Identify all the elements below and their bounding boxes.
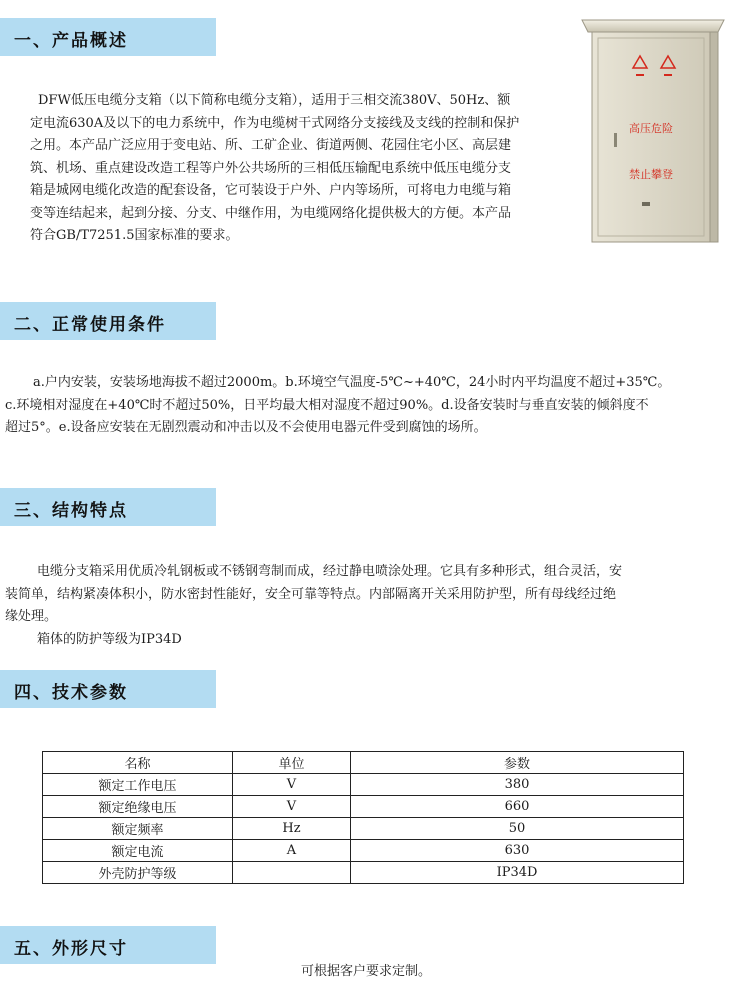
cell-value: IP34D xyxy=(351,862,684,884)
table-row xyxy=(43,796,684,818)
header-name: 名称 xyxy=(43,752,233,774)
text-line: 箱是城网电缆化改造的配套设备，它可装设于户外、户内等场所，可将电力电缆与箱 xyxy=(30,183,512,198)
technical-parameters-table xyxy=(42,751,684,884)
text-line: 变等连结起来，起到分接、分支、中继作用，为电缆网络化提供极大的方便。本产品 xyxy=(30,205,512,221)
text-line: 符合GB/T7251.5国家标准的要求。 xyxy=(30,228,239,243)
dimensions-note: 可根据客户要求定制。 xyxy=(300,964,431,979)
table-row xyxy=(43,818,684,840)
cell-unit: Hz xyxy=(233,818,351,840)
section-header-parameters xyxy=(0,670,216,708)
warning-text-no-climbing: 禁止攀登 xyxy=(629,168,673,181)
section-header-dimensions xyxy=(0,926,216,964)
cell-value: 50 xyxy=(351,818,684,840)
text-line: DFW低压电缆分支箱（以下简称电缆分支箱），适用于三相交流380V、50Hz、额 xyxy=(38,93,511,108)
text-line: 超过5°。e.设备应安装在无剧烈震动和冲击以及不会使用电器元件受到腐蚀的场所。 xyxy=(5,420,487,435)
header-value: 参数 xyxy=(351,752,684,774)
cell-name: 额定频率 xyxy=(43,818,233,840)
text-line: c.环境相对湿度在+40℃时不超过50%，日平均最大相对湿度不超过90%。d.设备安装时与垂直安装的倾斜度不 xyxy=(5,397,649,413)
cell-unit xyxy=(233,862,351,884)
cell-name: 外壳防护等级 xyxy=(43,862,233,884)
text-line: 之用。本产品广泛应用于变电站、所、工矿企业、街道两侧、花园住宅小区、高层建 xyxy=(30,138,512,153)
cell-name: 额定电流 xyxy=(43,840,233,862)
text-line: 箱体的防护等级为IP34D xyxy=(37,631,182,647)
cell-name: 额定工作电压 xyxy=(43,774,233,796)
table-row xyxy=(43,774,684,796)
section-header-conditions xyxy=(0,302,216,340)
warning-text-high-voltage: 高压危险 xyxy=(629,122,673,135)
cabinet-illustration xyxy=(578,18,726,244)
header-unit: 单位 xyxy=(233,752,351,774)
cable-branch-box-image xyxy=(578,18,726,244)
section-title: 三、结构特点 xyxy=(14,501,128,521)
section-title: 四、技术参数 xyxy=(14,683,128,703)
table-header-row xyxy=(43,752,684,774)
cell-name: 额定绝缘电压 xyxy=(43,796,233,818)
section-title: 二、正常使用条件 xyxy=(14,315,166,335)
text-line: 筑、机场、重点建设改造工程等户外公共场所的三相低压输配电系统中低压电缆分支 xyxy=(30,160,512,176)
section-title: 一、产品概述 xyxy=(14,31,128,51)
section-header-structure xyxy=(0,488,216,526)
cell-unit: V xyxy=(233,796,351,818)
text-line: a.户内安装，安装场地海拔不超过2000m。b.环境空气温度-5℃~+40℃，24小时内平均温度不超过+35℃。 xyxy=(33,375,671,390)
structure-paragraph xyxy=(5,561,727,651)
text-line: 定电流630A及以下的电力系统中，作为电缆树干式网络分支接线及支线的控制和保护 xyxy=(30,115,520,131)
text-line: 电缆分支箱采用优质冷轧钢板或不锈钢弯制而成，经过静电喷涂处理。它具有多种形式，组合灵活，安 xyxy=(37,564,623,579)
cell-value: 660 xyxy=(351,796,684,818)
section-title: 五、外形尺寸 xyxy=(14,939,128,959)
section-header-overview xyxy=(0,18,216,56)
table-row xyxy=(43,862,684,884)
cell-unit: A xyxy=(233,840,351,862)
text-line: 装简单，结构紧凑体积小，防水密封性能好，安全可靠等特点。内部隔离开关采用防护型，所有母线经过绝 xyxy=(5,586,617,602)
text-line: 缘处理。 xyxy=(5,609,58,624)
overview-paragraph xyxy=(30,90,570,248)
cell-value: 630 xyxy=(351,840,684,862)
cell-value: 380 xyxy=(351,774,684,796)
conditions-paragraph xyxy=(5,372,727,440)
cell-unit: V xyxy=(233,774,351,796)
table-row xyxy=(43,840,684,862)
